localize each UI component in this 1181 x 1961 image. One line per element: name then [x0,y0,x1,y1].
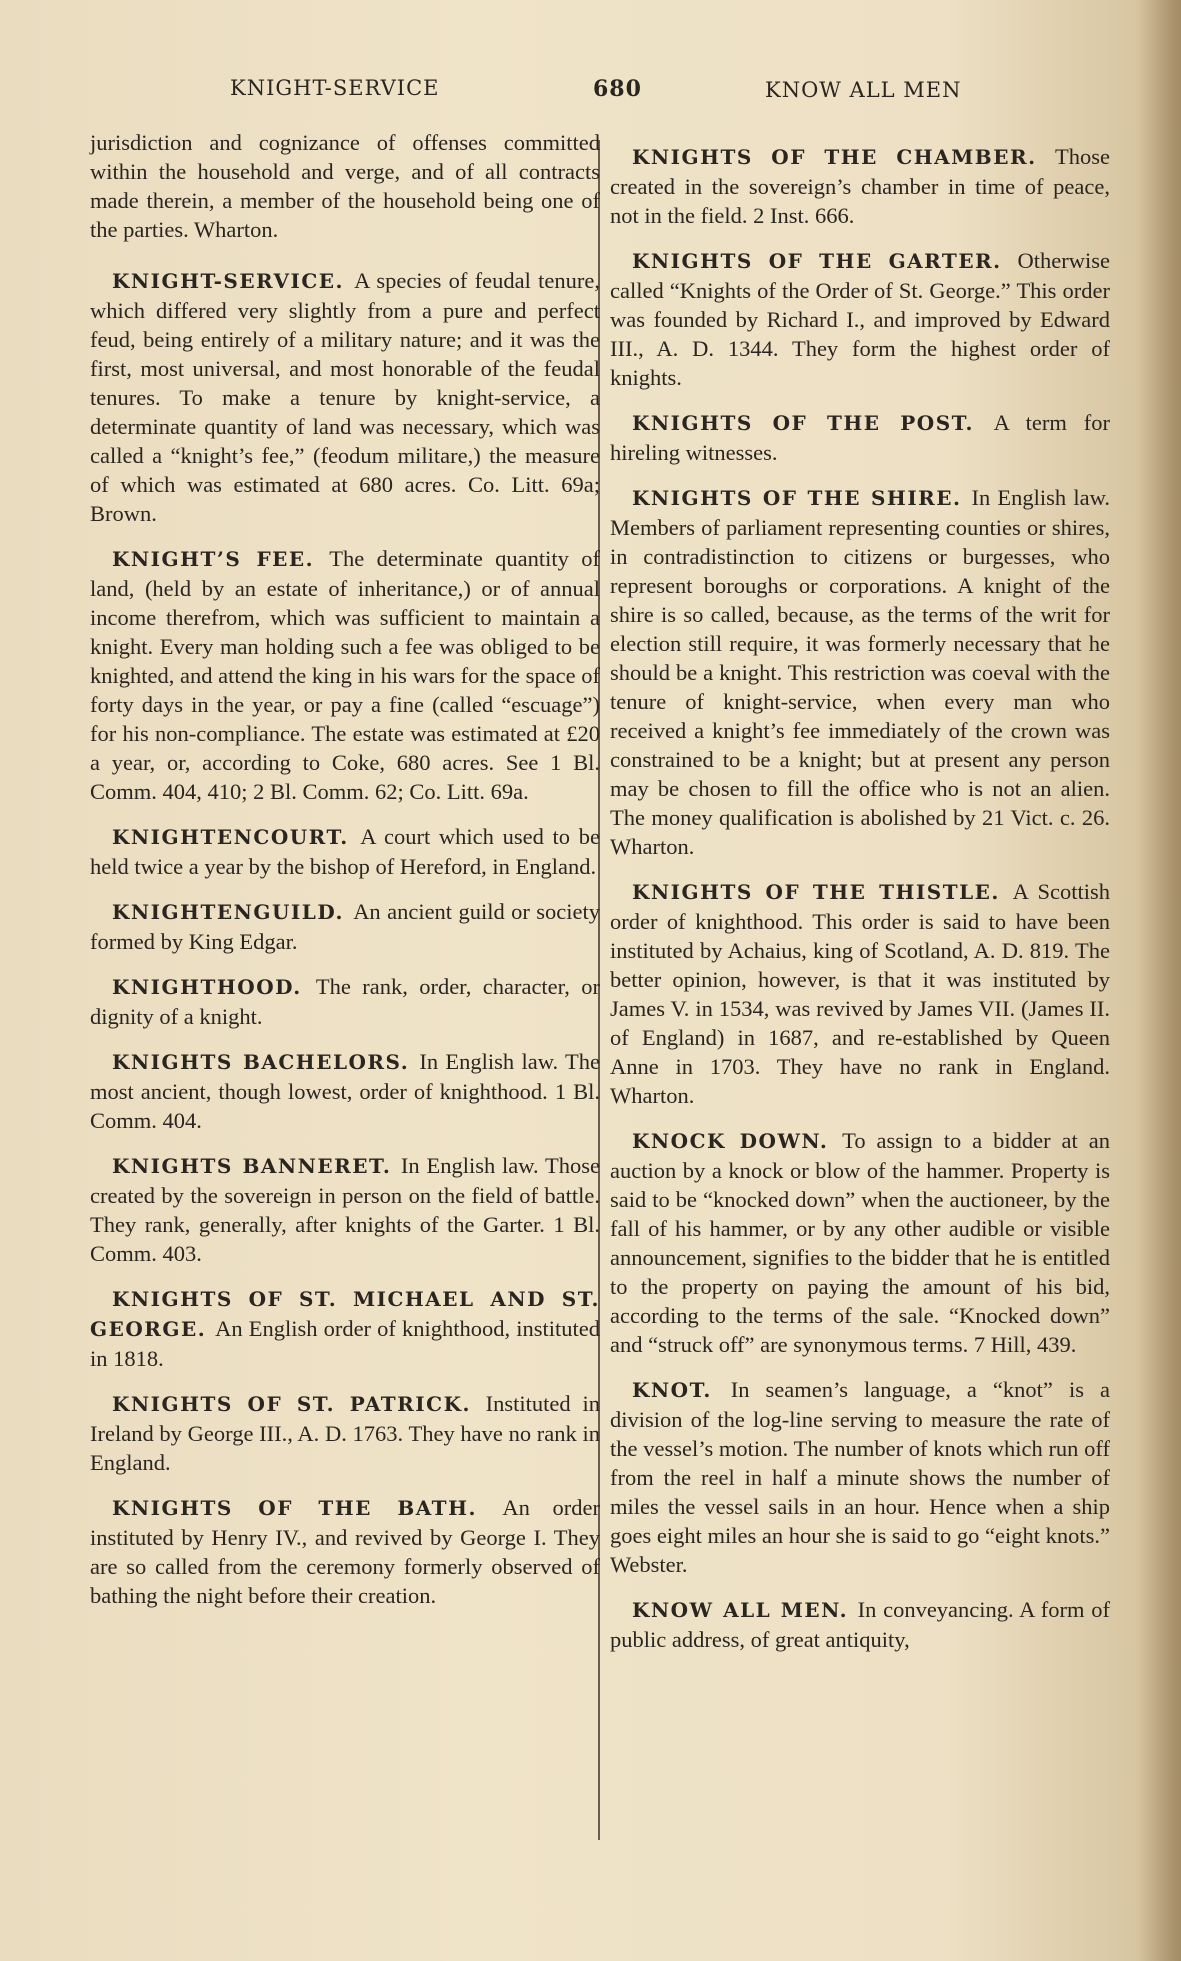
dictionary-entry [610,1595,1110,1654]
dictionary-entry [90,1151,600,1268]
dictionary-entry [90,1389,600,1477]
dictionary-entry [90,897,600,956]
entry-term: KNIGHTENCOURT. [112,825,361,849]
dictionary-entry [610,246,1110,392]
entry-definition: An ancient guild or society formed by King Edgar. [90,899,600,954]
entry-term: KNIGHTENGUILD. [112,900,354,924]
page-binding-shadow [1141,0,1181,1961]
dictionary-entry [610,142,1110,230]
entry-term: KNOW ALL MEN. [632,1598,858,1622]
dictionary-entry [90,972,600,1031]
entry-term: KNIGHTS OF THE SHIRE. [632,486,972,510]
dictionary-entry [90,822,600,881]
dictionary-entry [610,1126,1110,1359]
dictionary-entry [90,266,600,528]
entry-definition: Those created in the sovereign’s chamber in time of peace, not in the field. 2 Inst. 666. [610,144,1110,228]
entry-definition: To assign to a bidder at an auction by a knock or blow of the hammer. Property is said to be “knocked down” when the auctioneer, by the fall of his hammer, or by any other audible or visible announcement, signifies to the bidder that he is entitled to the property on paying the amount of his bid, according to the terms of the sale. “Knocked down” and “struck off” are synonymous terms. 7 Hill, 439. [610,1128,1110,1357]
entry-definition: In English law. Members of parliament representing counties or shires, in contradistinction to citizens or burgesses, who represent boroughs or corporations. A knight of the shire is so called, because, as the terms of the writ for election still require, it was formerly necessary that he should be a knight. This restriction was coeval with the tenure of knight-service, when every man who received a knight’s fee immediately of the crown was constrained to be a knight; but at present any person may be chosen to fill the office who is not an alien. The money qualification is abolished by 21 Vict. c. 26. Wharton. [610,485,1110,859]
entry-term: KNIGHTS OF THE POST. [632,411,994,435]
page-number: 680 [593,76,642,102]
entry-term: KNIGHT’S FEE. [112,547,330,571]
dictionary-entry [610,1375,1110,1579]
dictionary-entry [610,408,1110,467]
dictionary-entry [90,1047,600,1135]
dictionary-entry [90,1284,600,1373]
entry-term: KNOCK DOWN. [632,1129,843,1153]
entry-definition: jurisdiction and cognizance of offenses committed within the household and verge, and of all contracts made therein, a member of the household being one of the parties. Wharton. [90,130,600,242]
page-header [0,76,1181,116]
entry-term: KNOT. [632,1378,731,1402]
dictionary-entry [90,1493,600,1610]
entry-definition: An English order of knighthood, instituted in 1818. [90,1316,600,1371]
entry-definition: A species of feudal tenure, which differed very slightly from a pure and perfect feud, being entirely of a military nature; and it was the first, most universal, and most honorable of the feudal tenures. To make a tenure by knight-service, a determinate quantity of land was necessary, which was called a “knight’s fee,” (feodum militare,) the measure of which was estimated at 680 acres. Co. Litt. 69a; Brown. [90,268,600,526]
dictionary-entry [90,128,600,244]
entry-term: KNIGHTS OF THE GARTER. [632,249,1018,273]
entry-term: KNIGHT-SERVICE. [112,269,355,293]
entry-term: KNIGHTS BACHELORS. [112,1050,420,1074]
left-column [90,128,600,1626]
entry-term: KNIGHTS OF ST. PATRICK. [112,1392,486,1416]
entry-definition: A term for hireling witnesses. [610,410,1110,465]
entry-definition: The rank, order, character, or dignity of a knight. [90,974,600,1029]
entry-definition: A court which used to be held twice a year by the bishop of Hereford, in England. [90,824,600,879]
entry-definition: Otherwise called “Knights of the Order of St. George.” This order was founded by Richard I., and improved by Edward III., A. D. 1344. They form the highest order of knights. [610,248,1110,390]
entry-term: KNIGHTS OF THE THISTLE. [632,880,1013,904]
entry-definition: In conveyancing. A form of public address, of great antiquity, [610,1597,1110,1652]
entry-definition: In English law. Those created by the sovereign in person on the field of battle. They rank, generally, after knights of the Garter. 1 Bl. Comm. 403. [90,1153,600,1266]
running-head-left: KNIGHT-SERVICE [230,76,440,100]
dictionary-entry [90,544,600,806]
entry-term: KNIGHTS BANNERET. [112,1154,401,1178]
entry-definition: An order instituted by Henry IV., and revived by George I. They are so called from the ceremony formerly observed of bathing the night before their creation. [90,1495,600,1608]
entry-definition: In English law. The most ancient, though lowest, order of knighthood. 1 Bl. Comm. 404. [90,1049,600,1133]
dictionary-entry [610,483,1110,861]
entry-definition: A Scottish order of knighthood. This order is said to have been instituted by Achaius, king of Scotland, A. D. 819. The better opinion, however, is that it was instituted by James V. in 1534, was revived by James VII. (James II. of England) in 1687, and re-established by Queen Anne in 1703. They have no rank in England. Wharton. [610,879,1110,1108]
entry-definition: In seamen’s language, a “knot” is a division of the log-line serving to measure the rate of the vessel’s motion. The number of knots which run off from the reel in half a minute shows the number of miles the vessel sails in an hour. Hence when a ship goes eight miles an hour she is said to go “eight knots.” Webster. [610,1377,1110,1577]
right-column [610,142,1110,1670]
entry-term: KNIGHTHOOD. [112,975,316,999]
entry-term: KNIGHTS OF THE CHAMBER. [632,145,1055,169]
entry-term: KNIGHTS OF ST. MICHAEL AND ST. GEORGE. [90,1287,600,1341]
entry-definition: Instituted in Ireland by George III., A. D. 1763. They have no rank in England. [90,1391,600,1475]
entry-term: KNIGHTS OF THE BATH. [112,1496,503,1520]
running-head-right: KNOW ALL MEN [765,78,962,102]
dictionary-entry [610,877,1110,1110]
entry-definition: The determinate quantity of land, (held by an estate of inheritance,) or of annual income therefrom, which was sufficient to maintain a knight. Every man holding such a fee was obliged to be knighted, and attend the king in his wars for the space of forty days in the year, or pay a fine (called “escuage”) for his non-compliance. The estate was estimated at £20 a year, or, according to Coke, 680 acres. See 1 Bl. Comm. 404, 410; 2 Bl. Comm. 62; Co. Litt. 69a. [90,546,600,804]
